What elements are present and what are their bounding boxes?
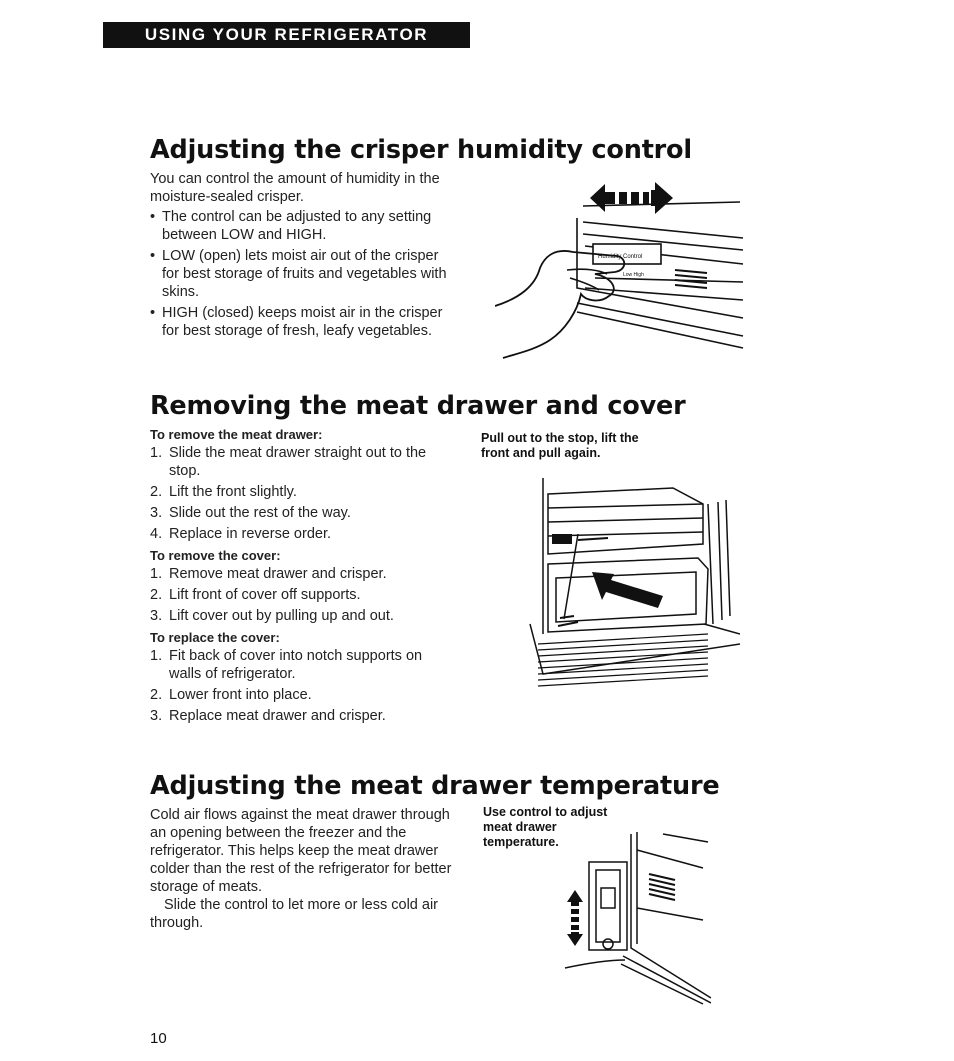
- step-text: Fit back of cover into notch supports on walls of refrigerator.: [169, 648, 423, 682]
- up-down-arrow-icon: [567, 890, 583, 946]
- crisper-section-title: Adjusting the crisper humidity control: [150, 135, 692, 165]
- humidity-control-label: Humidity Control: [598, 254, 643, 260]
- remove-drawer-heading: To remove the meat drawer:: [150, 427, 323, 442]
- step-text: Replace meat drawer and crisper.: [169, 708, 386, 724]
- step-item: [150, 686, 450, 704]
- step-item: [150, 504, 450, 522]
- meat-drawer-caption: Pull out to the stop, lift the front and pull again.: [481, 431, 639, 460]
- temperature-control-illustration: [563, 828, 711, 1006]
- temperature-caption: Use control to adjust meat drawer temperature.: [483, 805, 608, 849]
- crisper-bullet: • The control can be adjusted to any setting between LOW and HIGH.: [150, 208, 455, 244]
- step-item: [150, 607, 450, 625]
- step-number: 3.: [150, 505, 163, 521]
- step-text: Slide the meat drawer straight out to the stop.: [169, 445, 427, 479]
- step-item: [150, 483, 450, 501]
- step-item: [150, 525, 450, 543]
- step-number: 1.: [150, 445, 163, 461]
- temperature-section-title: Adjusting the meat drawer temperature: [150, 771, 720, 801]
- crisper-text: [150, 170, 455, 343]
- step-text: Replace in reverse order.: [169, 526, 331, 542]
- step-number: 3.: [150, 608, 163, 624]
- replace-cover-heading: To replace the cover:: [150, 630, 280, 645]
- step-text: Lift the front slightly.: [169, 484, 297, 500]
- step-number: 2.: [150, 587, 163, 603]
- step-number: 1.: [150, 566, 163, 582]
- step-item: [150, 586, 450, 604]
- step-item: [150, 565, 450, 583]
- step-text: Lift front of cover off supports.: [169, 587, 361, 603]
- humidity-scale-label: Low High: [623, 272, 644, 278]
- step-number: 2.: [150, 484, 163, 500]
- step-text: Lift cover out by pulling up and out.: [169, 608, 394, 624]
- meat-drawer-instructions: [150, 426, 450, 729]
- step-text: Remove meat drawer and crisper.: [169, 566, 387, 582]
- pull-arrow-icon: [592, 572, 663, 608]
- drawer-grille: [538, 634, 708, 686]
- step-number: 4.: [150, 526, 163, 542]
- crisper-bullet: • LOW (open) lets moist air out of the crisper for best storage of fruits and vegetables with skins.: [150, 247, 455, 301]
- crisper-control-illustration: [495, 178, 745, 368]
- vent-lines: [649, 874, 675, 900]
- step-item: [150, 707, 450, 725]
- step-text: Slide out the rest of the way.: [169, 505, 351, 521]
- step-text: Lower front into place.: [169, 687, 312, 703]
- meat-drawer-section-title: Removing the meat drawer and cover: [150, 391, 686, 421]
- temperature-para-2: Slide the control to let more or less cold air through.: [150, 897, 439, 931]
- section-banner: USING YOUR REFRIGERATOR: [103, 22, 470, 48]
- step-item: [150, 444, 450, 480]
- crisper-bullet: • HIGH (closed) keeps moist air in the crisper for best storage of fresh, leafy vegetables.: [150, 304, 455, 340]
- crisper-intro: You can control the amount of humidity in the moisture-sealed crisper.: [150, 171, 440, 205]
- page-number: 10: [150, 1030, 167, 1047]
- temperature-para-1: Cold air flows against the meat drawer through an opening between the freezer and the refrigerator. This helps keep the meat drawer colder than the rest of the refrigerator for better storage of meats.: [150, 807, 452, 895]
- temperature-text: [150, 806, 456, 932]
- step-item: [150, 647, 450, 683]
- remove-cover-heading: To remove the cover:: [150, 548, 281, 563]
- step-number: 3.: [150, 708, 163, 724]
- step-number: 1.: [150, 648, 163, 664]
- left-right-arrow-icon: [590, 182, 673, 214]
- step-number: 2.: [150, 687, 163, 703]
- meat-drawer-illustration: [508, 474, 740, 696]
